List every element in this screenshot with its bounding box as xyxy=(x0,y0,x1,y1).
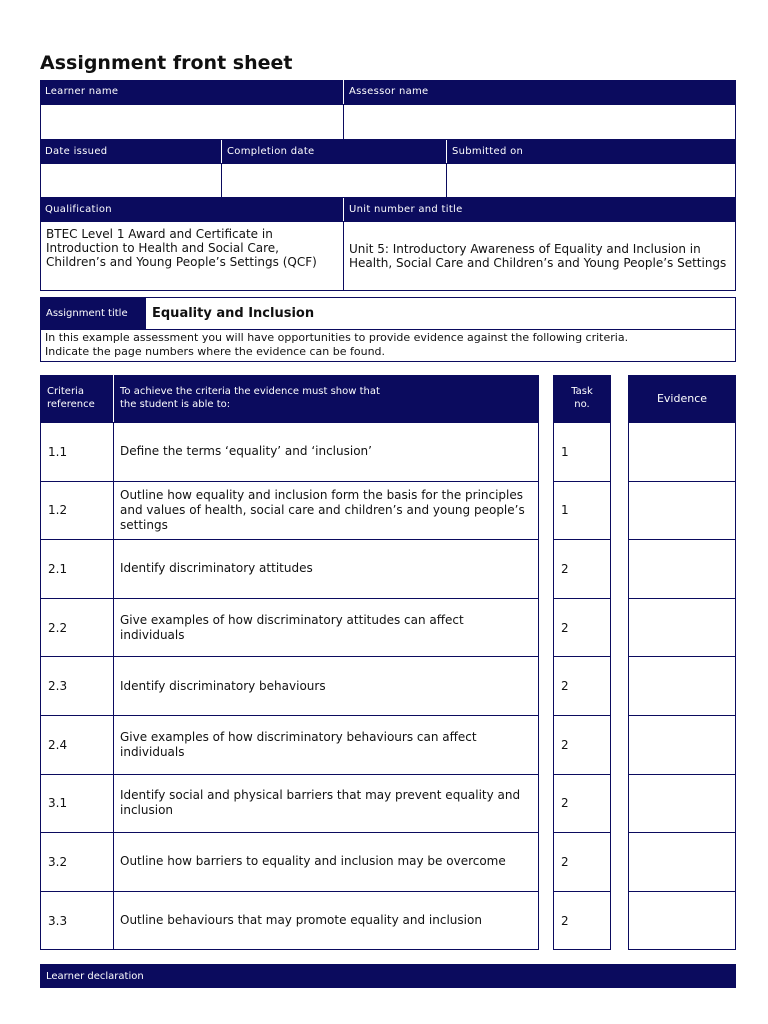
task-no-header xyxy=(553,375,611,422)
completion-date-field[interactable] xyxy=(221,163,447,198)
criteria-ref-cell: 1.2 xyxy=(40,481,114,541)
assessor-name-field[interactable] xyxy=(343,104,736,140)
submitted-on-label: Submitted on xyxy=(446,140,736,163)
task-no-cell: 2 xyxy=(553,598,611,658)
intro-line-2: Indicate the page numbers where the evidence can be found. xyxy=(45,345,386,358)
evidence-field[interactable] xyxy=(628,715,736,775)
evidence-header: Evidence xyxy=(628,375,736,422)
task-no-cell: 2 xyxy=(553,891,611,951)
criteria-ref-cell: 2.1 xyxy=(40,539,114,599)
date-issued-field[interactable] xyxy=(40,163,222,198)
unit-value: Unit 5: Introductory Awareness of Equality and Inclusion in Health, Social Care and Children’s and Young People’s Settings xyxy=(343,221,736,291)
evidence-field[interactable] xyxy=(628,539,736,599)
task-no-cell: 1 xyxy=(553,481,611,541)
assessor-name-label: Assessor name xyxy=(343,80,736,104)
submitted-on-field[interactable] xyxy=(446,163,736,198)
criteria-text-cell: Identify discriminatory behaviours xyxy=(113,656,539,716)
criteria-ref-header xyxy=(40,375,113,422)
criteria-ref-cell: 2.3 xyxy=(40,656,114,716)
criteria-desc-header-line1: To achieve the criteria the evidence must show that xyxy=(120,386,380,397)
qualification-value: BTEC Level 1 Award and Certificate in Introduction to Health and Social Care, Children’s and Young People’s Settings (QCF) xyxy=(40,221,344,291)
criteria-ref-cell: 2.2 xyxy=(40,598,114,658)
criteria-text-cell: Outline how barriers to equality and inclusion may be overcome xyxy=(113,832,539,892)
divider xyxy=(40,329,736,330)
evidence-field[interactable] xyxy=(628,481,736,541)
criteria-ref-header-line1: Criteria xyxy=(47,386,84,397)
page-title: Assignment front sheet xyxy=(40,52,293,74)
evidence-field[interactable] xyxy=(628,891,736,951)
criteria-text-cell: Identify discriminatory attitudes xyxy=(113,539,539,599)
intro-line-1: In this example assessment you will have opportunities to provide evidence against the following criteria. xyxy=(45,331,629,344)
criteria-text-cell: Give examples of how discriminatory attitudes can affect individuals xyxy=(113,598,539,658)
date-issued-label: Date issued xyxy=(40,140,221,163)
learner-name-label: Learner name xyxy=(40,80,343,104)
task-no-cell: 2 xyxy=(553,774,611,834)
evidence-field[interactable] xyxy=(628,656,736,716)
task-no-cell: 2 xyxy=(553,656,611,716)
criteria-text-cell: Identify social and physical barriers that may prevent equality and inclusion xyxy=(113,774,539,834)
task-no-cell: 2 xyxy=(553,715,611,775)
unit-label: Unit number and title xyxy=(343,198,736,221)
criteria-ref-cell: 3.1 xyxy=(40,774,114,834)
criteria-ref-cell: 3.3 xyxy=(40,891,114,951)
task-header-line1: Task xyxy=(571,386,593,397)
task-no-cell: 1 xyxy=(553,422,611,482)
criteria-text-cell: Outline behaviours that may promote equality and inclusion xyxy=(113,891,539,951)
learner-declaration-label: Learner declaration xyxy=(40,964,736,988)
criteria-text-cell: Outline how equality and inclusion form the basis for the principles and values of health, social care and children’s and young people’s settings xyxy=(113,481,539,541)
task-header-line2: no. xyxy=(574,399,590,410)
criteria-desc-header-line2: the student is able to: xyxy=(120,399,231,410)
criteria-ref-cell: 2.4 xyxy=(40,715,114,775)
assignment-title-value: Equality and Inclusion xyxy=(152,306,315,321)
task-no-cell: 2 xyxy=(553,539,611,599)
evidence-field[interactable] xyxy=(628,832,736,892)
evidence-field[interactable] xyxy=(628,422,736,482)
criteria-ref-cell: 1.1 xyxy=(40,422,114,482)
criteria-text-cell: Define the terms ‘equality’ and ‘inclusion’ xyxy=(113,422,539,482)
learner-name-field[interactable] xyxy=(40,104,344,140)
qualification-label: Qualification xyxy=(40,198,343,221)
criteria-text-cell: Give examples of how discriminatory behaviours can affect individuals xyxy=(113,715,539,775)
task-no-cell: 2 xyxy=(553,832,611,892)
completion-date-label: Completion date xyxy=(221,140,446,163)
evidence-field[interactable] xyxy=(628,598,736,658)
criteria-ref-cell: 3.2 xyxy=(40,832,114,892)
evidence-field[interactable] xyxy=(628,774,736,834)
assignment-title-label: Assignment title xyxy=(40,297,146,330)
criteria-ref-header-line2: reference xyxy=(47,399,95,410)
criteria-desc-header xyxy=(113,375,539,422)
intro-text xyxy=(45,331,628,359)
